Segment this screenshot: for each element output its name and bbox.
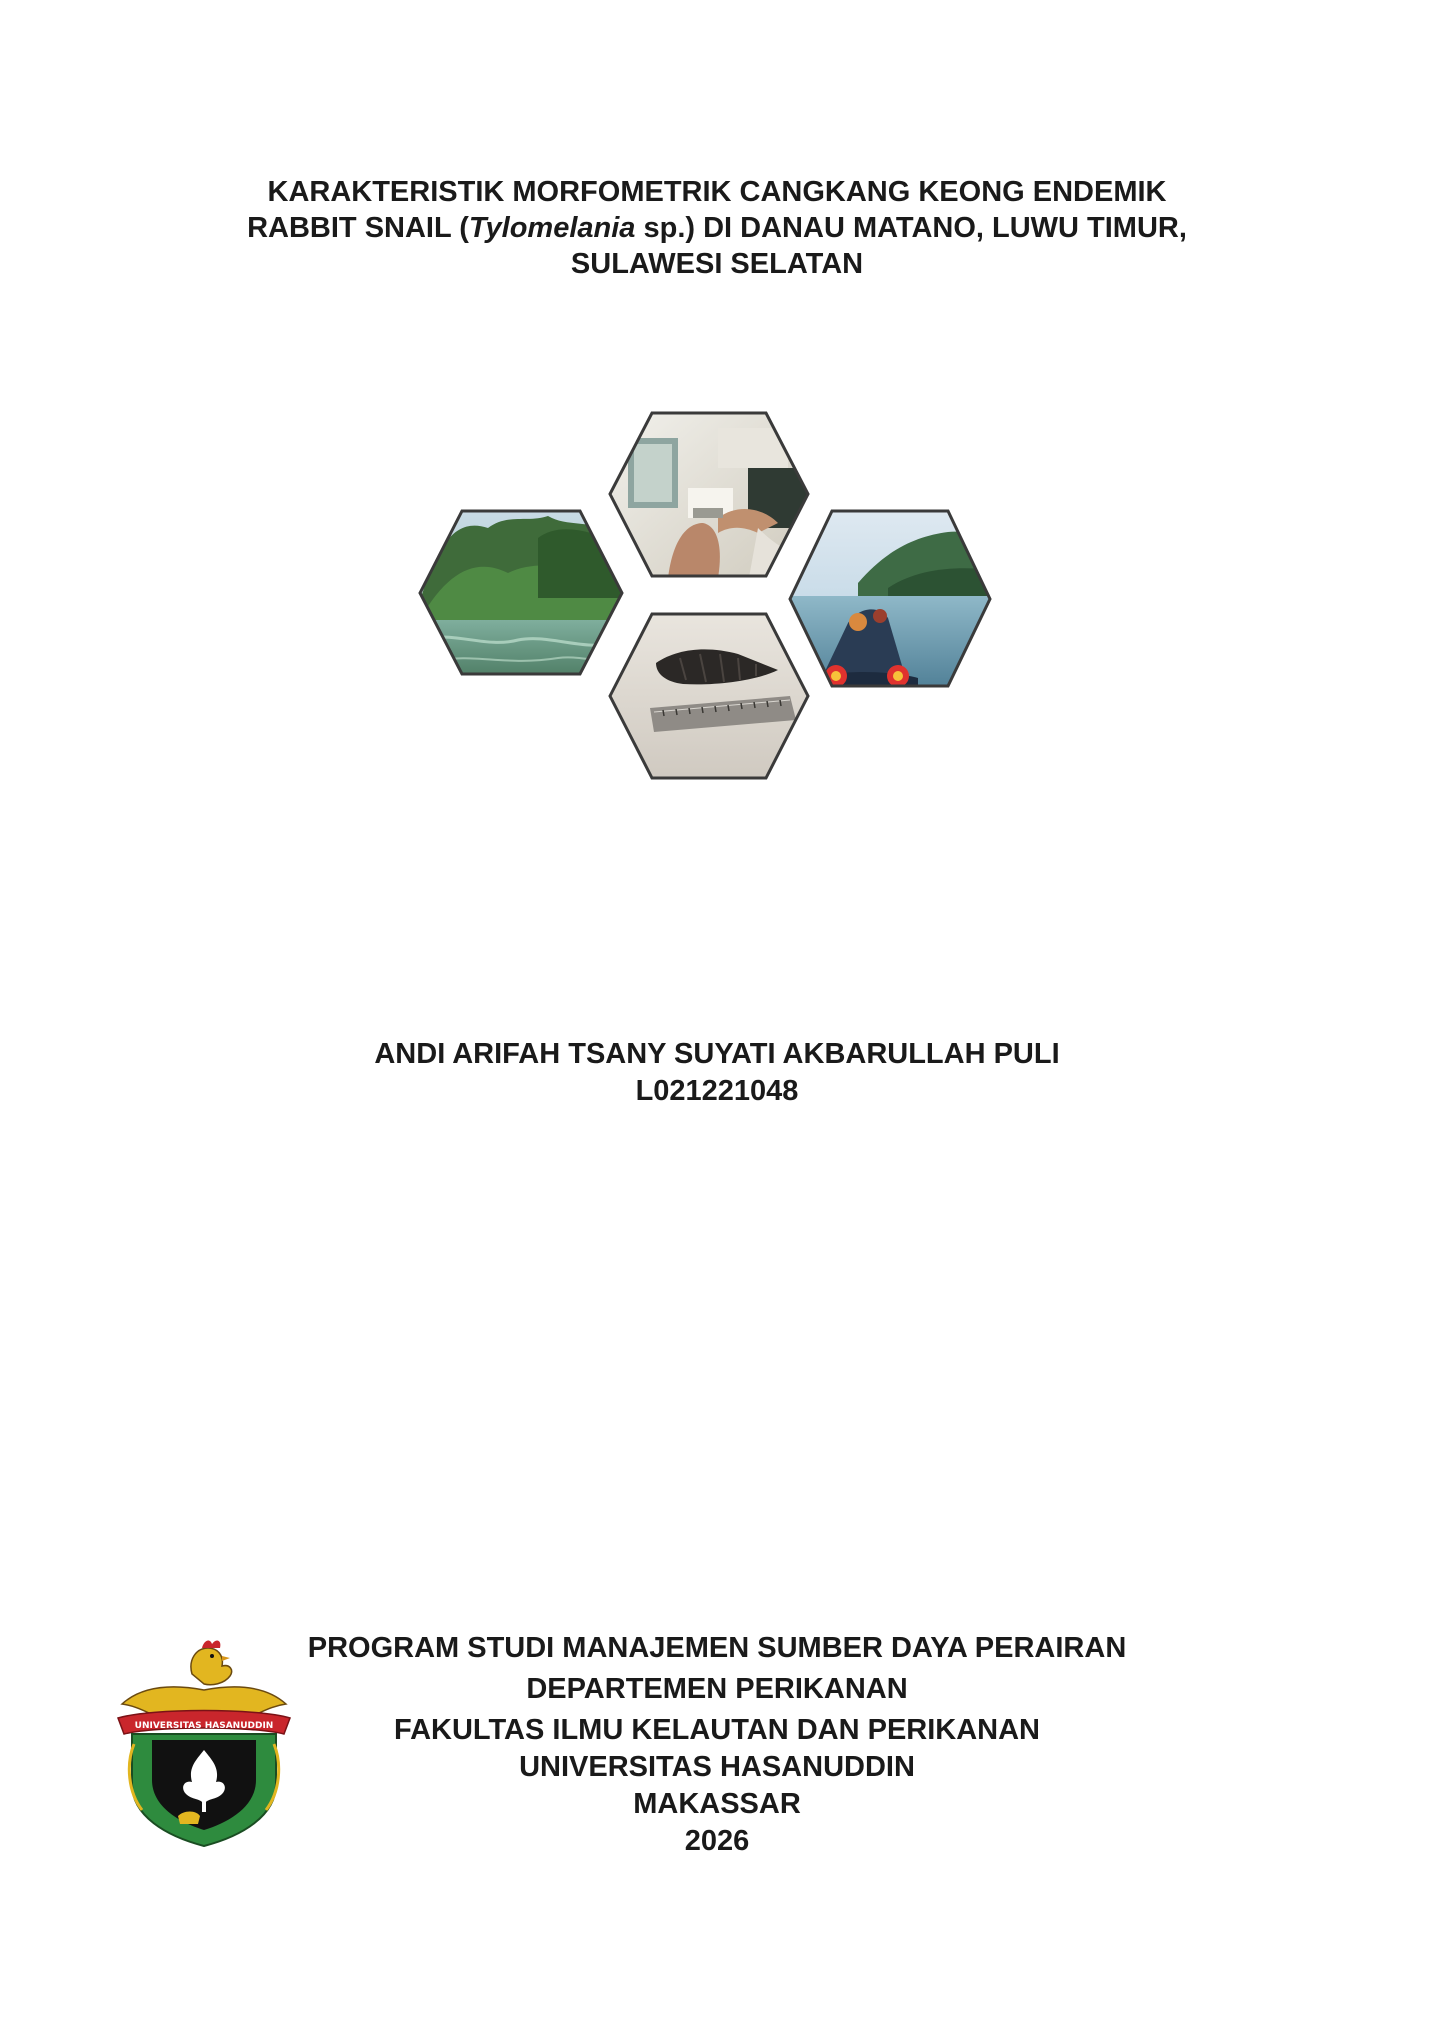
- logo-banner-text: UNIVERSITAS HASANUDDIN: [134, 1721, 274, 1731]
- thesis-title: [0, 174, 1434, 282]
- author-name: ANDI ARIFAH TSANY SUYATI AKBARULLAH PULI: [374, 1038, 1060, 1070]
- species-name: Tylomelania: [468, 212, 636, 244]
- title-line-1: KARAKTERISTIK MORFOMETRIK CANGKANG KEONG ENDEMIK: [267, 176, 1167, 208]
- cover-photo-collage: [418, 408, 1018, 798]
- title-line-2-suffix: sp.) DI DANAU MATANO, LUWU TIMUR,: [635, 212, 1187, 244]
- faculty: FAKULTAS ILMU KELAUTAN DAN PERIKANAN: [393, 1714, 1040, 1746]
- city: MAKASSAR: [633, 1788, 801, 1820]
- department: DEPARTEMEN PERIKANAN: [526, 1673, 908, 1705]
- title-line-2: [0, 210, 1434, 246]
- lab-measurement-photo: [608, 408, 813, 583]
- university: UNIVERSITAS HASANUDDIN: [519, 1751, 915, 1783]
- snail-shell-ruler-photo: [608, 608, 813, 783]
- title-line-2-prefix: RABBIT SNAIL (: [247, 212, 469, 244]
- author-block: [0, 1036, 1434, 1110]
- study-program: PROGRAM STUDI MANAJEMEN SUMBER DAYA PERAIRAN: [307, 1632, 1127, 1664]
- boat-on-lake-photo: [788, 508, 993, 693]
- student-id: L021221048: [635, 1075, 799, 1107]
- lake-forest-photo: [418, 508, 628, 680]
- institution-block: [0, 1630, 1434, 1860]
- title-line-3: SULAWESI SELATAN: [570, 248, 864, 280]
- year: 2026: [684, 1825, 750, 1857]
